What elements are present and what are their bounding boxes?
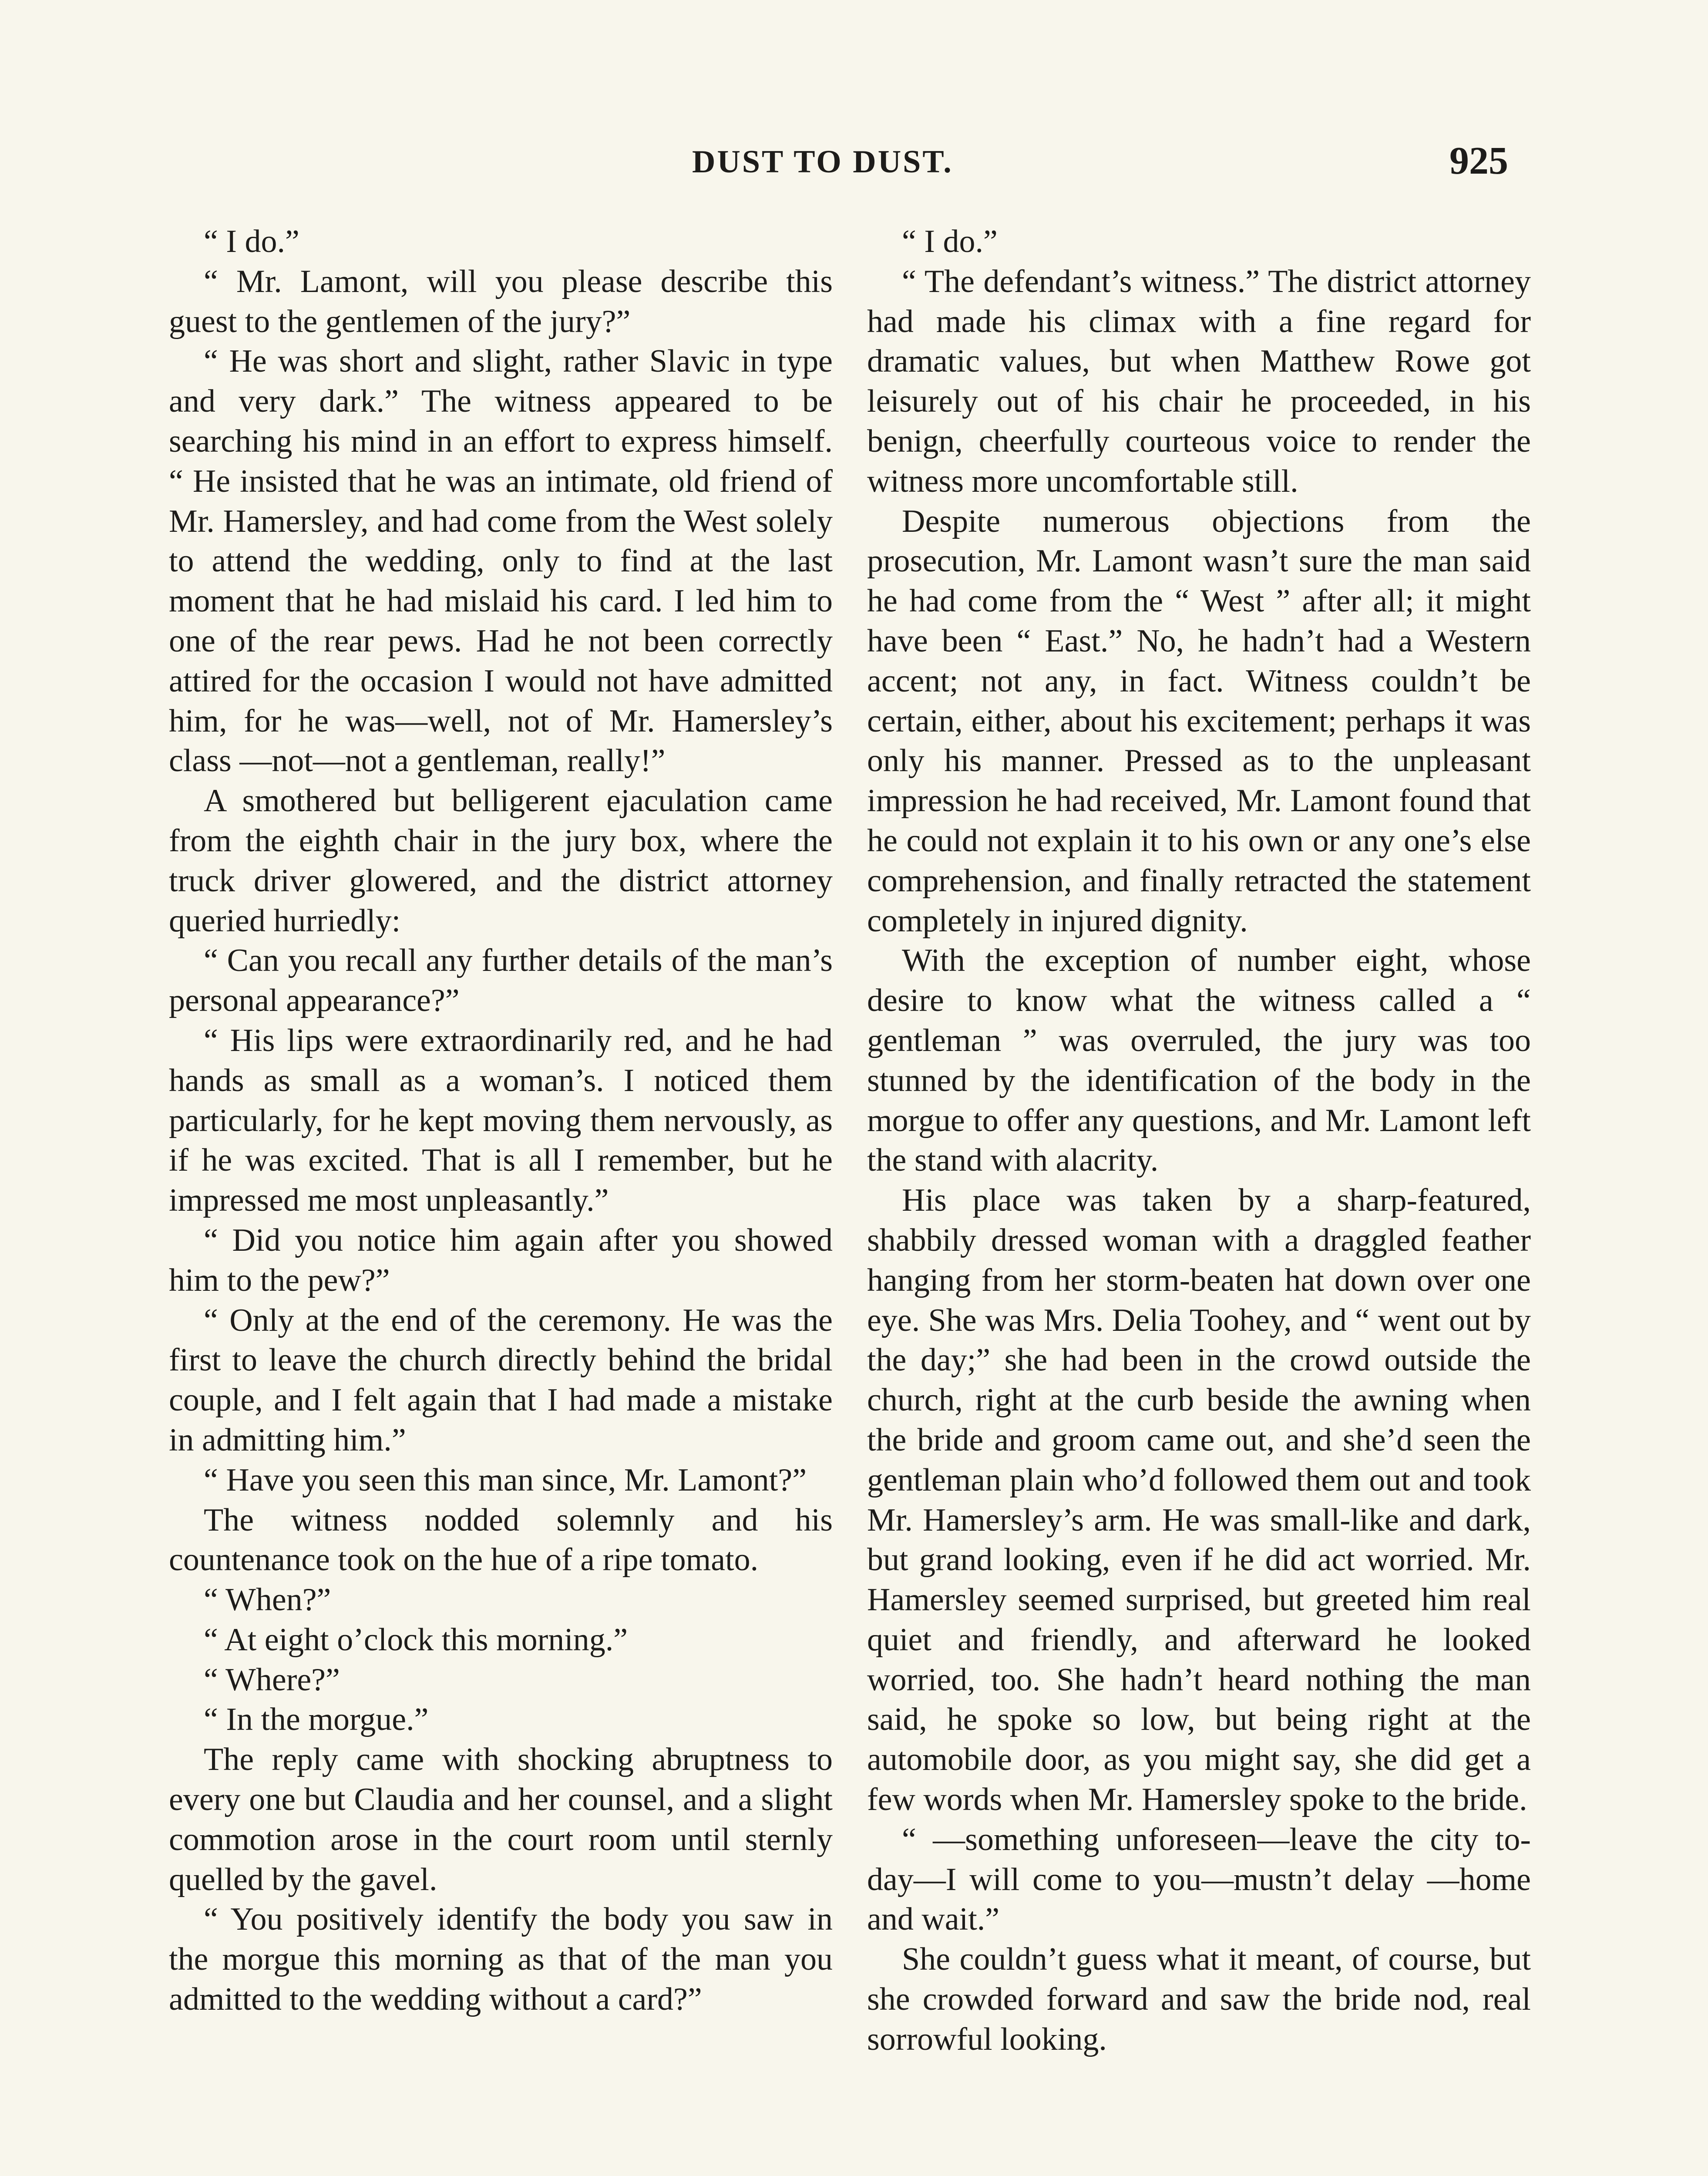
right-column: [867, 222, 1531, 2060]
page-number: 925: [1449, 139, 1508, 182]
paragraph: The witness nodded solemnly and his countenance took on the hue of a ripe tomato.: [169, 1502, 833, 1578]
paragraph: “ Did you notice him again after you showed him to the pew?”: [169, 1222, 833, 1298]
paragraph: She couldn’t guess what it meant, of course, but she crowded forward and saw the bride nod, real sorrowful looking.: [867, 1941, 1531, 2057]
running-head: DUST TO DUST.: [692, 144, 953, 180]
paragraph: His place was taken by a sharp-featured, shabbily dressed woman with a draggled feather hanging from her storm-beaten hat down over one eye. She was Mrs. Delia Toohey, and “ went out by the day;” she had been in the crowd outside the church, right at the curb beside the awning when the bride and groom came out, and she’d seen the gentleman plain who’d followed them out and took Mr. Hamersley’s arm. He was small-like and dark, but grand looking, even if he did act worried. Mr. Hamersley seemed surprised, but greeted him real quiet and friendly, and afterward he looked worried, too. She hadn’t heard nothing the man said, he spoke so low, but being right at the automobile door, as you might say, she did get a few words when Mr. Hamersley spoke to the bride.: [867, 1182, 1531, 1818]
paragraph: Despite numerous objections from the prosecution, Mr. Lamont wasn’t sure the man said he had come from the “ West ” after all; it might have been “ East.” No, he hadn’t had a Western accent; not any, in fact. Witness couldn’t be certain, either, about his excitement; perhaps it was only his manner. Pressed as to the unpleasant impression he had received, Mr. Lamont found that he could not explain it to his own or any one’s else comprehension, and finally retracted the statement completely in injured dignity.: [867, 503, 1531, 939]
paragraph: “ At eight o’clock this morning.”: [204, 1622, 628, 1658]
paragraph: The reply came with shocking abruptness to every one but Claudia and her counsel, and a slight commotion arose in the court room until sternly quelled by the gavel.: [169, 1742, 833, 1897]
paragraph: “ —something unforeseen—leave the city to-day—I will come to you—mustn’t delay —home and wait.”: [867, 1821, 1531, 1938]
paragraph: “ He was short and slight, rather Slavic in type and very dark.” The witness appeared to be searching his mind in an effort to express himself. “ He insisted that he was an intimate, old friend of Mr. Hamersley, and had come from the West solely to attend the wedding, only to find at the last moment that he had mislaid his card. I led him to one of the rear pews. Had he not been correctly attired for the occasion I would not have admitted him, for he was—well, not of Mr. Hamersley’s class —not—not a gentleman, really!”: [169, 343, 833, 779]
left-column: [169, 222, 833, 2020]
paragraph: “ The defendant’s witness.” The district attorney had made his climax with a fine regard for dramatic values, but when Matthew Rowe got leisurely out of his chair he proceeded, in his benign, cheerfully courteous voice to render the witness more uncomfortable still.: [867, 263, 1531, 499]
paragraph: “ I do.”: [204, 224, 299, 259]
paragraph: “ You positively identify the body you saw in the morgue this morning as that of the man you admitted to the wedding without a card?”: [169, 1901, 833, 2018]
paragraph: “ In the morgue.”: [204, 1702, 429, 1738]
paragraph: “ Where?”: [204, 1662, 340, 1698]
paragraph: “ Have you seen this man since, Mr. Lamont?”: [204, 1462, 807, 1498]
paragraph: “ Can you recall any further details of the man’s personal appearance?”: [169, 943, 833, 1019]
paragraph: “ I do.”: [902, 224, 998, 259]
paragraph: “ When?”: [204, 1582, 331, 1618]
paragraph: “ His lips were extraordinarily red, and he had hands as small as a woman’s. I noticed them particularly, for he kept moving them nervously, as if he was excited. That is all I remember, but he impressed me most unpleasantly.”: [169, 1022, 833, 1219]
paragraph: “ Mr. Lamont, will you please describe this guest to the gentlemen of the jury?”: [169, 263, 833, 339]
paragraph: “ Only at the end of the ceremony. He was the first to leave the church directly behind the bridal couple, and I felt again that I had made a mistake in admitting him.”: [169, 1302, 833, 1458]
paragraph: With the exception of number eight, whose desire to know what the witness called a “ gentleman ” was overruled, the jury was too stunned by the identification of the body in the morgue to offer any questions, and Mr. Lamont left the stand with alacrity.: [867, 943, 1531, 1179]
paragraph: A smothered but belligerent ejaculation came from the eighth chair in the jury box, where the truck driver glowered, and the district attorney queried hurriedly:: [169, 783, 833, 939]
